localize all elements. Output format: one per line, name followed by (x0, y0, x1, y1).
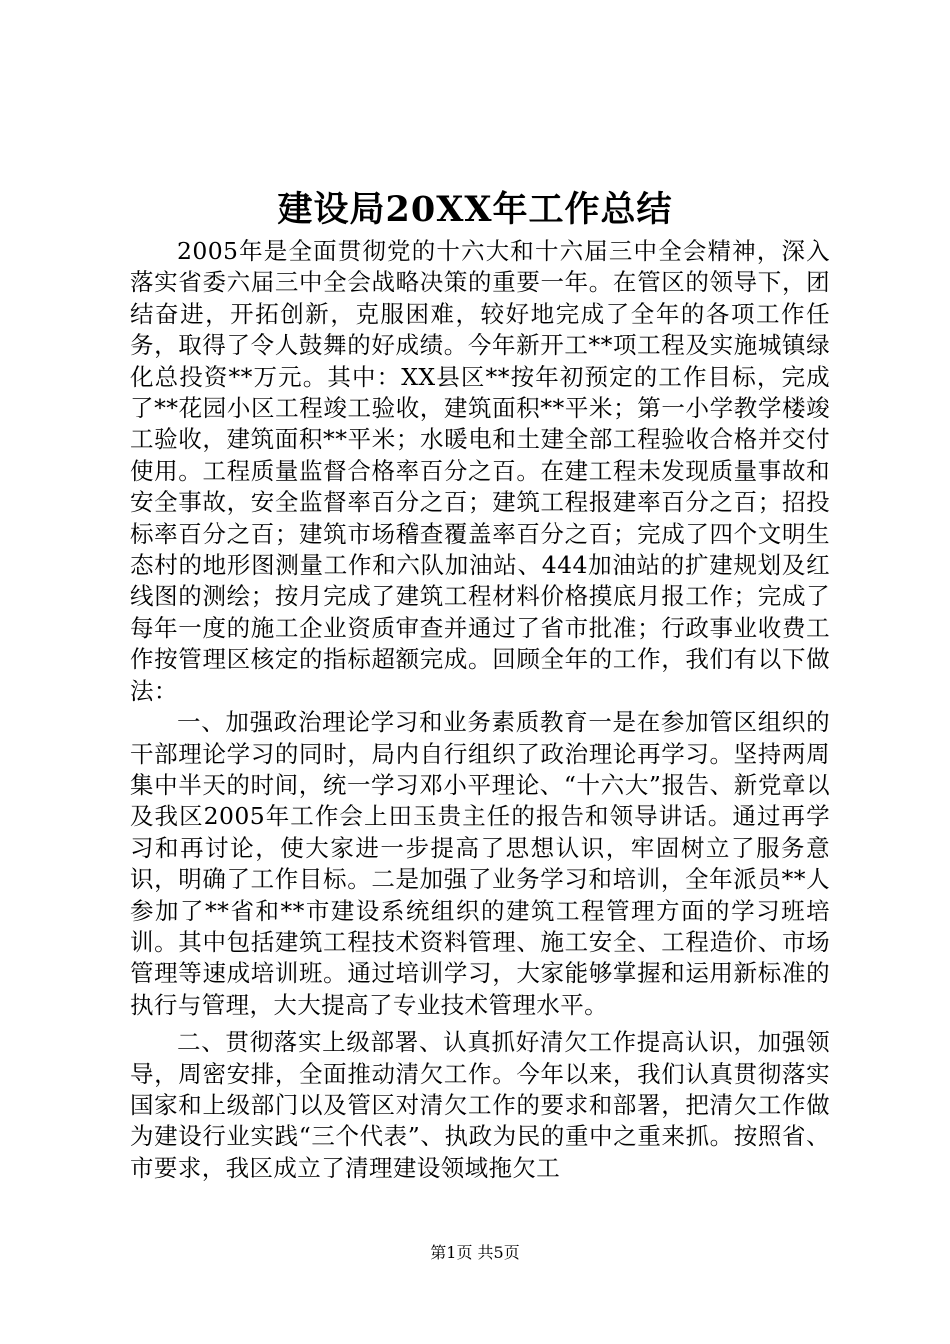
paragraph-intro: 2005年是全面贯彻党的十六大和十六届三中全会精神，深入落实省委六届三中全会战略决策的重要一年。在管区的领导下，团结奋进，开拓创新，克服困难，较好地完成了全年的各项工作任务，取得了令人鼓舞的好成绩。今年新开工**项工程及实施城镇绿化总投资**万元。其中：XX县区**按年初预定的工作目标，完成了**花园小区工程竣工验收，建筑面积**平米；第一小学教学楼竣工验收，建筑面积**平米；水暖电和土建全部工程验收合格并交付使用。工程质量监督合格率百分之百。在建工程未发现质量事故和安全事故，安全监督率百分之百；建筑工程报建率百分之百；招投标率百分之百；建筑市场稽查覆盖率百分之百；完成了四个文明生态村的地形图测量工作和六队加油站、444加油站的扩建规划及红线图的测绘；按月完成了建筑工程材料价格摸底月报工作；完成了每年一度的施工企业资质审查并通过了省市批准；行政事业收费工作按管理区核定的指标超额完成。回顾全年的工作，我们有以下做法： (130, 237, 830, 705)
page-footer (0, 1242, 950, 1264)
document-title: 建设局20XX年工作总结 (277, 189, 673, 230)
document-body (130, 236, 830, 1184)
page-number: 第1页 (430, 1243, 473, 1262)
paragraph-section-one: 一、加强政治理论学习和业务素质教育一是在参加管区组织的干部理论学习的同时，局内自行组织了政治理论再学习。坚持两周集中半天的时间，统一学习邓小平理论、“十六大”报告、新党章以及我区2005年工作会上田玉贵主任的报告和领导讲话。通过再学习和再讨论，使大家进一步提高了思想认识，牢固树立了服务意识，明确了工作目标。二是加强了业务学习和培训，全年派员**人参加了**省和**市建设系统组织的建筑工程管理方面的学习班培训。其中包括建筑工程技术资料管理、施工安全、工程造价、市场管理等速成培训班。通过培训学习，大家能够掌握和运用新标准的执行与管理，大大提高了专业技术管理水平。 (130, 708, 830, 1019)
page-total: 共5页 (477, 1243, 520, 1262)
paragraph-section-two: 二、贯彻落实上级部署、认真抓好清欠工作提高认识，加强领导，周密安排，全面推动清欠工作。今年以来，我们认真贯彻落实国家和上级部门以及管区对清欠工作的要求和部署，把清欠工作做为建设行业实践“三个代表”、执政为民的重中之重来抓。按照省、市要求，我区成立了清理建设领域拖欠工 (130, 1028, 830, 1182)
